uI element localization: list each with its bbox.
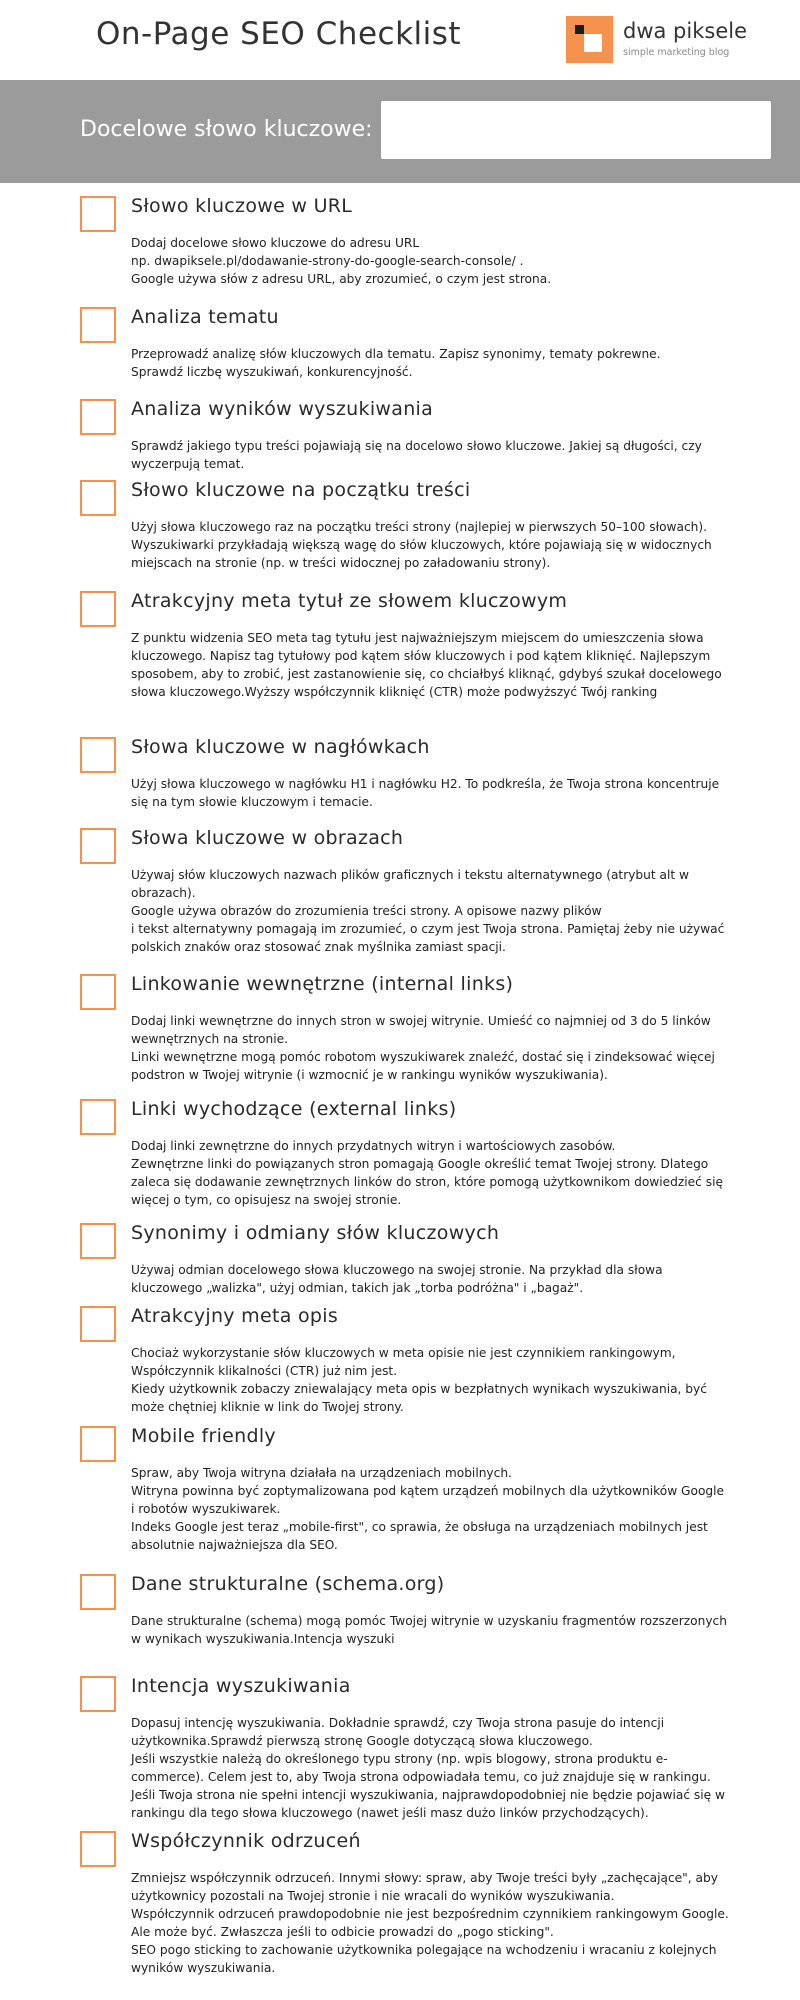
checklist-item-title: Słowo kluczowe w URL [131,195,353,217]
checklist-item-description [131,775,731,811]
description-line: Witryna powinna być zoptymalizowana pod kątem urządzeń mobilnych dla użytkowników Google i robotów wyszukiwarek. [131,1484,725,1516]
description-line: Przeprowadź analizę słów kluczowych dla tematu. Zapisz synonimy, tematy pokrewne. [131,347,661,361]
description-line: i tekst alternatywny pomagają im zrozumieć, o czym jest Twoja strona. Pamiętaj żeby nie używać polskich znaków oraz stosować znak myślnika zamiast spacji. [131,922,725,954]
description-line: Dopasuj intencję wyszukiwania. Dokładnie sprawdź, czy Twoja strona pasuje do intencji użytkownika.Sprawdź pierwszą stronę Google dotyczącą słowa kluczowego. [131,1716,665,1748]
description-line: Używaj odmian docelowego słowa kluczowego na swojej stronie. Na przykład dla słowa kluczowego „walizka", użyj odmian, takich jak „torba podróżna" i „bagaż". [131,1263,663,1295]
logo[interactable] [566,16,766,64]
description-line: Jeśli wszystkie należą do określonego typu strony (np. wpis blogowy, strona produktu e-commerce). Celem jest to, aby Twoja strona odpowiadała temu, co już znajduje się w rankingu. [131,1752,711,1784]
checklist-item-title: Współczynnik odrzuceń [131,1830,361,1852]
checkbox[interactable] [80,828,116,864]
description-line: Linki wewnętrzne mogą pomóc robotom wyszukiwarek znaleźć, dostać się i zindeksować więcej podstron w Twojej witrynie (i wzmocnić je w rankingu wyników wyszukiwania). [131,1050,715,1082]
checkbox[interactable] [80,1426,116,1462]
logo-mark-icon [566,16,613,63]
logo-tagline: simple marketing blog [623,47,730,58]
description-line: SEO pogo sticking to zachowanie użytkownika polegające na wchodzeniu i wracaniu z kolejnych wyników wyszukiwania. [131,1943,717,1975]
keyword-bar [0,80,800,183]
checkbox[interactable] [80,1574,116,1610]
checklist-item-title: Linkowanie wewnętrzne (internal links) [131,973,514,995]
description-line: Dodaj docelowe słowo kluczowe do adresu URL [131,236,420,250]
description-line: Z punktu widzenia SEO meta tag tytułu jest najważniejszym miejscem do umieszczenia słowa kluczowego. Napisz tag tytułowy pod kątem słów kluczowych i pod kątem kliknięć. Najlepszym sposobem, aby to zrobić, jest zastanowienie się, co chciałbyś kliknąć, gdybyś szukał docelowego słowa kluczowego.Wyższy współczynnik kliknięć (CTR) może podwyższyć Twój ranking [131,631,722,699]
header [0,0,800,80]
checkbox[interactable] [80,1223,116,1259]
checklist-item-description [131,234,731,288]
description-line: Użyj słowa kluczowego raz na początku treści strony (najlepiej w pierwszych 50–100 słowach). Wyszukiwarki przykładają większą wagę do słów kluczowych, które pojawiają się w widocznych miejscach na stronie (np. w treści widocznej po załadowaniu strony). [131,520,712,570]
checklist-item-description [131,1137,731,1209]
description-line: Użyj słowa kluczowego w nagłówku H1 i nagłówku H2. To podkreśla, że Twoja strona koncentruje się na tym słowie kluczowym i temacie. [131,777,720,809]
checklist-item-description [131,1714,731,1822]
checklist-item-title: Intencja wyszukiwania [131,1675,351,1697]
checkbox[interactable] [80,1099,116,1135]
checklist-item-title: Synonimy i odmiany słów kluczowych [131,1222,500,1244]
checkbox[interactable] [80,307,116,343]
keyword-input[interactable] [381,101,771,159]
checklist-item-title: Analiza wyników wyszukiwania [131,398,434,420]
checkbox[interactable] [80,1306,116,1342]
checklist-item-title: Słowo kluczowe na początku treści [131,479,471,501]
description-line: Zewnętrzne linki do powiązanych stron pomagają Google określić temat Twojej strony. Dlatego zaleca się dodawanie zewnętrznych linków do stron, które pomogą użytkownikom dowiedzieć się więcej o tym, co opisujesz na swojej stronie. [131,1157,723,1207]
description-line: Sprawdź liczbę wyszukiwań, konkurencyjność. [131,365,413,379]
checklist-item-description [131,629,731,701]
description-line: Spraw, aby Twoja witryna działała na urządzeniach mobilnych. [131,1466,512,1480]
description-line: Współczynnik odrzuceń prawdopodobnie nie jest bezpośrednim czynnikiem rankingowym Google. Ale może być. Zwłaszcza jeśli to odbicie prowadzi do „pogo sticking". [131,1907,729,1939]
checkbox[interactable] [80,480,116,516]
checkbox[interactable] [80,737,116,773]
description-line: np. dwapiksele.pl/dodawanie-strony-do-google-search-console/ . [131,254,524,268]
checklist-item-title: Analiza tematu [131,306,279,328]
checklist-item-description [131,1261,731,1297]
checklist-item-description [131,866,731,956]
description-line: Google używa obrazów do zrozumienia treści strony. A opisowe nazwy plików [131,904,602,918]
checkbox[interactable] [80,591,116,627]
description-line: Dane strukturalne (schema) mogą pomóc Twojej witrynie w uzyskaniu fragmentów rozszerzonych w wynikach wyszukiwania.Intencja wyszuki [131,1614,727,1646]
checkbox[interactable] [80,1831,116,1867]
description-line: Dodaj linki wewnętrzne do innych stron w swojej witrynie. Umieść co najmniej od 3 do 5 linków wewnętrznych na stronie. [131,1014,711,1046]
checkbox[interactable] [80,974,116,1010]
description-line: Zmniejsz współczynnik odrzuceń. Innymi słowy: spraw, aby Twoje treści były „zachęcające", aby użytkownicy pozostali na Twojej stronie i nie wracali do wyników wyszukiwania. [131,1871,718,1903]
checklist-item-description [131,1464,731,1554]
checkbox[interactable] [80,399,116,435]
checklist-item-title: Atrakcyjny meta opis [131,1305,339,1327]
description-line: Używaj słów kluczowych nazwach plików graficznych i tekstu alternatywnego (atrybut alt w obrazach). [131,868,690,900]
checklist-item-title: Dane strukturalne (schema.org) [131,1573,445,1595]
checklist-item-title: Atrakcyjny meta tytuł ze słowem kluczowym [131,590,568,612]
checkbox[interactable] [80,1676,116,1712]
checklist-item-title: Mobile friendly [131,1425,276,1447]
checkbox[interactable] [80,196,116,232]
page-title: On-Page SEO Checklist [96,16,462,52]
description-line: Kiedy użytkownik zobaczy zniewalający meta opis w bezpłatnych wynikach wyszukiwania, być może chętniej kliknie w link do Twojej strony. [131,1382,707,1414]
description-line: Sprawdź jakiego typu treści pojawiają się na docelowo słowo kluczowe. Jakiej są długości, czy wyczerpują temat. [131,439,702,471]
description-line: Google używa słów z adresu URL, aby zrozumieć, o czym jest strona. [131,272,552,286]
checklist-item-title: Linki wychodzące (external links) [131,1098,457,1120]
description-line: Indeks Google jest teraz „mobile-first", co sprawia, że obsługa na urządzeniach mobilnych jest absolutnie najważniejsza dla SEO. [131,1520,708,1552]
checklist-item-description [131,1612,731,1648]
checklist-item-title: Słowa kluczowe w nagłówkach [131,736,430,758]
checklist-item-description [131,1012,731,1084]
checklist-item-description [131,1869,731,1977]
description-line: Dodaj linki zewnętrzne do innych przydatnych witryn i wartościowych zasobów. [131,1139,616,1153]
checklist-item-description [131,518,731,572]
description-line: Chociaż wykorzystanie słów kluczowych w meta opisie nie jest czynnikiem rankingowym, Współczynnik klikalności (CTR) już nim jest. [131,1346,676,1378]
checklist-item-title: Słowa kluczowe w obrazach [131,827,404,849]
checklist-item-description [131,437,731,473]
checklist-item-description [131,1344,731,1416]
description-line: Jeśli Twoja strona nie spełni intencji wyszukiwania, najprawdopodobniej nie będzie pojawiać się w rankingu dla tego słowa kluczowego (nawet jeśli masz dużo linków przychodzących). [131,1788,725,1820]
logo-name: dwa piksele [623,19,747,43]
checklist-item-description [131,345,731,381]
keyword-label: Docelowe słowo kluczowe: [80,117,373,142]
